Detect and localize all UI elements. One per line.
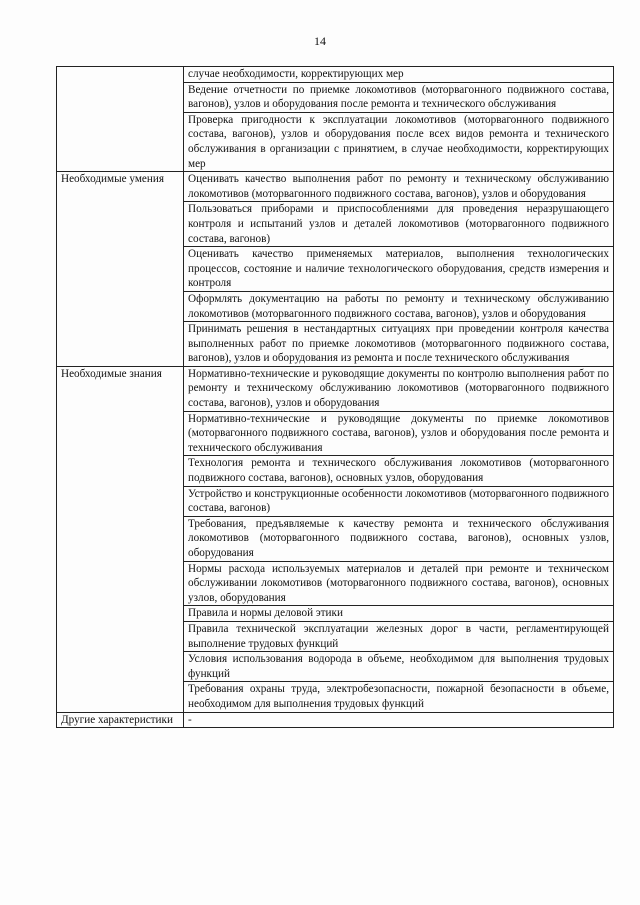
requirement-cell: [184, 516, 614, 561]
requirement-cell: [184, 456, 614, 486]
table-row: [57, 712, 614, 728]
row-label-cell: [57, 366, 184, 712]
table-row: [57, 172, 614, 202]
requirement-cell: [184, 112, 614, 171]
row-label: Другие характеристики: [61, 713, 173, 726]
requirement-text: Устройство и конструкционные особенности локомотивов (моторвагонного подвижного состава, вагонов): [188, 487, 609, 515]
requirement-cell: [184, 411, 614, 456]
requirement-text: Принимать решения в нестандартных ситуациях при проведении контроля качества выполненных работ по приемке локомотивов (моторвагонного подвижного состава, вагонов), узлов и оборудования из ремонта и после технического обслуживания: [188, 323, 609, 365]
requirement-text: Пользоваться приборами и приспособлениями для проведения неразрушающего контроля и испытаний узлов и деталей локомотивов (моторвагонного подвижного состава, вагонов): [188, 203, 609, 245]
requirement-text: случае необходимости, корректирующих мер: [188, 68, 404, 80]
requirement-text: Ведение отчетности по приемке локомотивов (моторвагонного подвижного состава, вагонов), узлов и оборудования после ремонта и технического обслуживания: [188, 83, 609, 111]
table-row: [57, 366, 614, 411]
table-row: [57, 67, 614, 83]
requirement-text: Проверка пригодности к эксплуатации локомотивов (моторвагонного подвижного состава, вагонов), узлов и оборудования после всех видов ремонта и технического обслуживания в организации с принятием, в случае необходимости, корректирующих мер: [188, 113, 609, 170]
requirement-cell: [184, 67, 614, 83]
requirement-text: Оценивать качество применяемых материалов, выполнения технологических процессов, состояние и наличие технологического оборудования, средств измерения и контроля: [188, 248, 609, 290]
row-label: Необходимые умения: [61, 173, 164, 186]
requirement-cell: [184, 202, 614, 247]
row-label-cell: [57, 67, 184, 172]
requirement-cell: [184, 247, 614, 292]
requirement-cell: [184, 322, 614, 367]
row-label-cell: [57, 712, 184, 728]
requirement-cell: [184, 682, 614, 712]
requirement-text: Технология ремонта и технического обслуживания локомотивов (моторвагонного подвижного состава, вагонов), основных узлов, оборудования: [188, 457, 609, 485]
requirements-table-body: [57, 67, 614, 728]
requirement-cell: [184, 561, 614, 606]
requirement-cell: [184, 366, 614, 411]
requirement-text: Требования, предъявляемые к качеству ремонта и технического обслуживания локомотивов (моторвагонного подвижного состава, вагонов), основных узлов, оборудования: [188, 517, 609, 559]
requirement-cell: [184, 606, 614, 622]
requirement-text: Условия использования водорода в объеме, необходимом для выполнения трудовых функций: [188, 653, 609, 680]
requirement-text: Нормативно-технические и руководящие документы по контролю выполнения работ по ремонту и техническому обслуживанию локомотивов (моторвагонного подвижного состава, вагонов), узлов и оборудования: [188, 367, 609, 410]
requirement-text: Нормы расхода используемых материалов и деталей при ремонте и техническом обслуживании локомотивов (моторвагонного подвижного состава, вагонов), основных узлов, оборудования: [188, 562, 609, 604]
requirement-cell: [184, 82, 614, 112]
requirement-cell: [184, 652, 614, 682]
requirement-cell: [184, 486, 614, 516]
requirements-table: [56, 66, 614, 728]
requirement-cell: [184, 621, 614, 651]
row-label-cell: [57, 172, 184, 367]
page-number: 14: [314, 34, 326, 48]
requirement-text: Оформлять документацию на работы по ремонту и техническому обслуживанию локомотивов (моторвагонного подвижного состава, вагонов), узлов и оборудования: [188, 292, 609, 320]
requirement-text: Правила и нормы деловой этики: [188, 607, 343, 620]
requirement-text: Оценивать качество выполнения работ по ремонту и техническому обслуживанию локомотивов (моторвагонного подвижного состава, вагонов), узлов и оборудования: [188, 173, 609, 200]
requirement-cell: [184, 172, 614, 202]
requirement-cell: [184, 291, 614, 321]
requirement-text: Требования охраны труда, электробезопасности, пожарной безопасности в объеме, необходимом для выполнения трудовых функций: [188, 683, 609, 710]
requirement-cell: [184, 712, 614, 728]
requirement-text: Нормативно-технические и руководящие документы по приемке локомотивов (моторвагонного подвижного состава, вагонов), узлов и оборудования после ремонта и технического обслуживания: [188, 412, 609, 454]
row-label: Необходимые знания: [61, 367, 162, 380]
requirement-text: -: [188, 713, 192, 726]
requirement-text: Правила технической эксплуатации железных дорог в части, регламентирующей выполнение трудовых функций: [188, 622, 609, 650]
